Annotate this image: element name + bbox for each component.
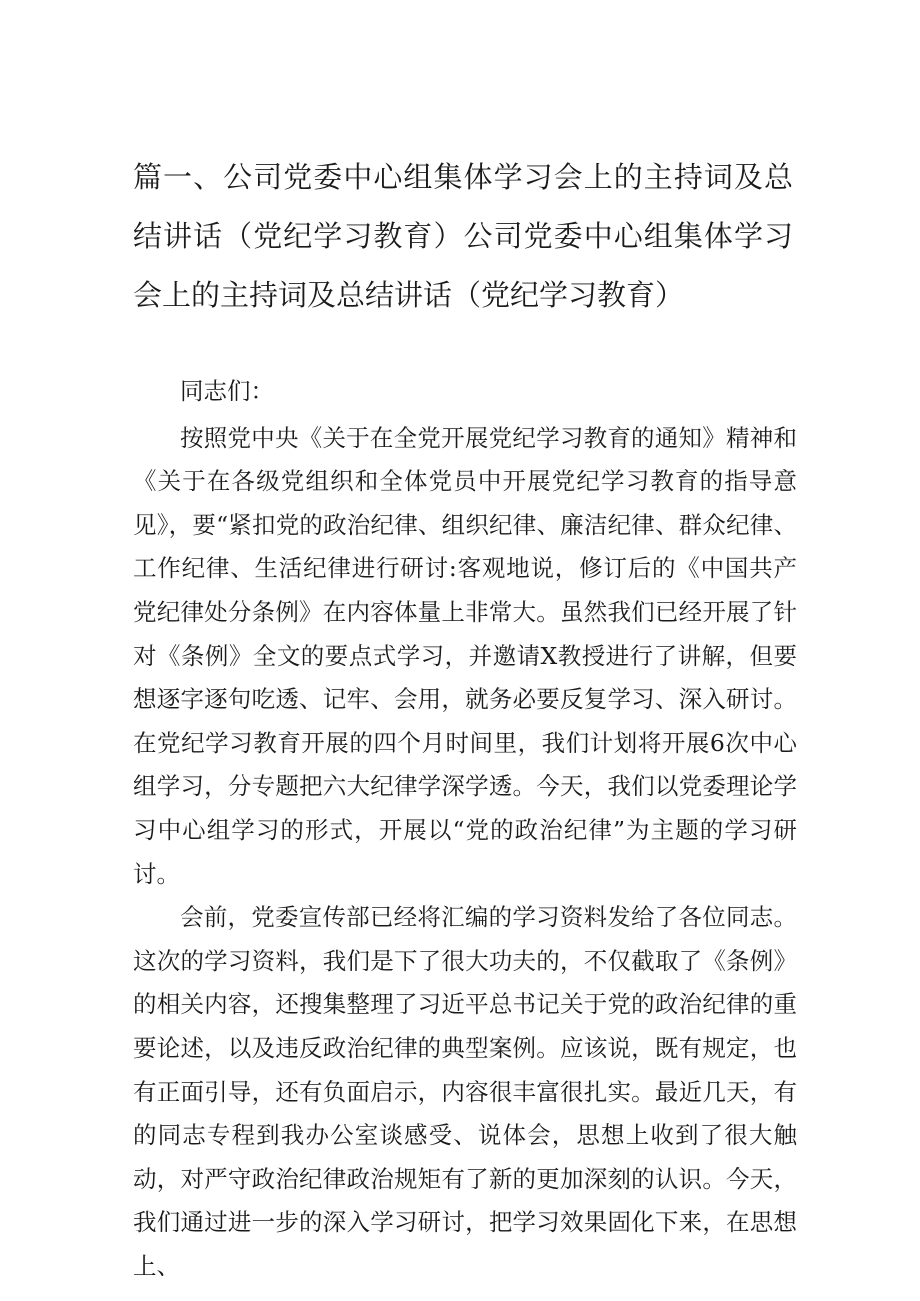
paragraph-2: 会前，党委宣传部已经将汇编的学习资料发给了各位同志。这次的学习资料，我们是下了很大功夫的，不仅截取了《条例》的相关内容，还搜集整理了习近平总书记关于党的政治纪律的重要论述，以及违反政治纪律的典型案例。应该说，既有规定，也有正面引导，还有负面启示，内容很丰富很扎实。最近几天，有的同志专程到我办公室谈感受、说体会，思想上收到了很大触动，对严守政治纪律政治规矩有了新的更加深刻的认识。今天，我们通过进一步的深入学习研讨，把学习效果固化下来，在思想上、: [133, 903, 797, 1280]
document-title: 篇一、公司党委中心组集体学习会上的主持词及总结讲话（党纪学习教育）公司党委中心组集体学习会上的主持词及总结讲话（党纪学习教育）: [133, 160, 793, 312]
salutation: 同志们：: [180, 377, 274, 405]
paragraph-1: 按照党中央《关于在全党开展党纪学习教育的通知》精神和《关于在各级党组织和全体党员中开展党纪学习教育的指导意见》，要“紧扣党的政治纪律、组织纪律、廉洁纪律、群众纪律、工作纪律、生活纪律进行研讨:客观地说，修订后的《中国共产党纪律处分条例》在内容体量上非常大。虽然我们已经开展了针对《条例》全文的要点式学习，并邀请X教授进行了讲解，但要想逐字逐句吃透、记牢、会用，就务必要反复学习、深入研讨。在党纪学习教育开展的四个月时间里，我们计划将开展6次中心组学习，分专题把六大纪律学深学透。今天，我们以党委理论学习中心组学习的形式，开展以“党的政治纪律”为主题的学习研讨。: [133, 423, 797, 888]
document-body: [133, 370, 797, 1288]
